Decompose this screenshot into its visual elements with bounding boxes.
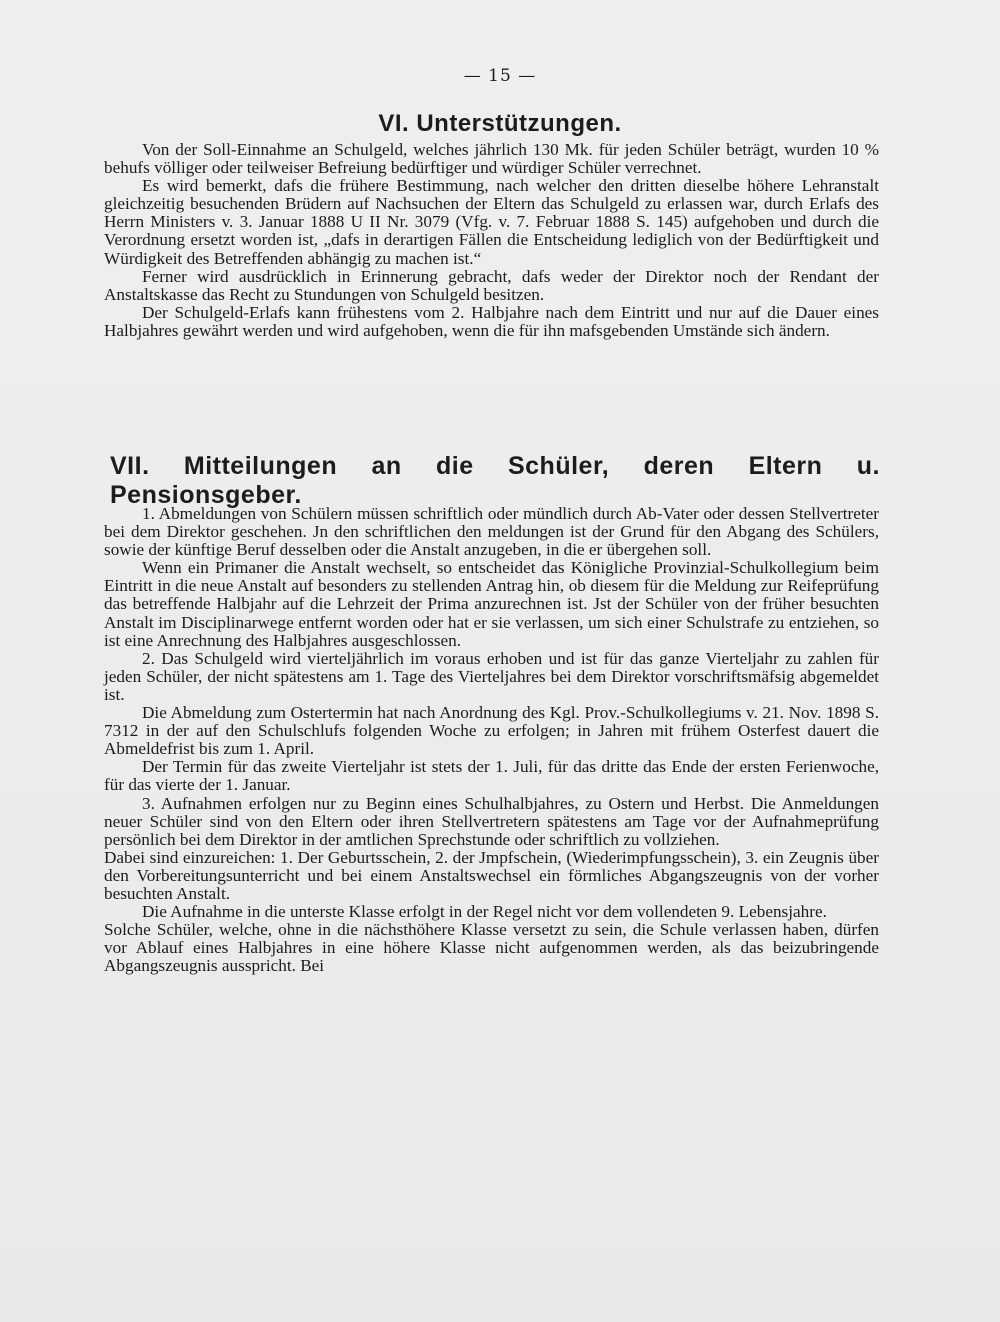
- section-vii-paragraph-3: 2. Das Schulgeld wird vierteljährlich im voraus erhoben und ist für das ganze Vierteljahr zu zahlen für jeden Schüler, der nicht spätestens am 1. Tage des Vierteljahres bei dem Direktor vorschriftsmäfsig abgemeldet ist.: [104, 648, 879, 704]
- section-vii-paragraph-5: Der Termin für das zweite Vierteljahr ist stets der 1. Juli, für das dritte das Ende der ersten Ferienwoche, für das vierte der 1. Januar.: [104, 757, 879, 795]
- section-vii-paragraph-1: 1. Abmeldungen von Schülern müssen schriftlich oder mündlich durch Ab-Vater oder dessen Stellvertreter bei dem Direktor geschehen. Jn den schriftlichen den meldungen ist der Grund für den Abgang des Schülers, sowie der künftige Beruf desselben oder die Anstalt anzugeben, in die er übergehen soll.: [104, 504, 879, 560]
- section-vi-paragraph-1: Von der Soll-Einnahme an Schulgeld, welches jährlich 130 Mk. für jeden Schüler beträgt, wurden 10 % behufs völliger oder teilweiser Befreiung bedürftiger und würdiger Schüler verrechnet.: [104, 140, 879, 178]
- section-vii-paragraph-4: Die Abmeldung zum Ostertermin hat nach Anordnung des Kgl. Prov.-Schulkollegiums v. 21. Nov. 1898 S. 7312 in der auf den Schulschlufs folgenden Woche zu erfolgen; in Jahren mit frühem Osterfest dauert die Abmeldefrist bis zum 1. April.: [104, 703, 879, 759]
- section-vii-paragraph-6: 3. Aufnahmen erfolgen nur zu Beginn eines Schulhalbjahres, zu Ostern und Herbst. Die Anmeldungen neuer Schüler sind von den Eltern oder ihren Stellvertretern spätestens am Tage vor der Aufnahmeprüfung persönlich bei dem Direktor in der amtlichen Sprechstunde oder schriftlich zu vollziehen.: [104, 793, 879, 849]
- section-vii-paragraph-2: Wenn ein Primaner die Anstalt wechselt, so entscheidet das Königliche Provinzial-Schulkollegium beim Eintritt in die neue Anstalt auf besonders zu stellenden Antrag hin, ob diesem für die Meldung zur Reifeprüfung das betreffende Halbjahr auf die Lehrzeit der Prima anzurechnen ist. Jst der Schüler von der früher besuchten Anstalt im Disciplinarwege entfernt worden oder hat er sie verlassen, um sich einer Schulstrafe zu entziehen, so ist eine Anrechnung des Halbjahres ausgeschlossen.: [104, 558, 879, 650]
- section-vii-paragraph-9: Solche Schüler, welche, ohne in die nächsthöhere Klasse versetzt zu sein, die Schule verlassen haben, dürfen vor Ablauf eines Halbjahres in eine höhere Klasse nicht aufgenommen werden, als das beizubringende Abgangszeugnis ausspricht. Bei: [104, 920, 879, 976]
- section-vii-paragraph-8: Die Aufnahme in die unterste Klasse erfolgt in der Regel nicht vor dem vollendeten 9. Lebensjahre.: [142, 902, 827, 922]
- section-vi-title: VI. Unterstützungen.: [378, 110, 622, 137]
- section-vii-title: VII. Mitteilungen an die Schüler, deren Eltern u. Pensionsgeber.: [110, 452, 880, 509]
- section-vi-paragraph-2: Es wird bemerkt, dafs die frühere Bestimmung, nach welcher den dritten dieselbe höhere Lehranstalt gleichzeitig besuchenden Brüdern auf Nachsuchen der Eltern das Schulgeld zu erlassen war, durch Erlafs des Herrn Ministers v. 3. Januar 1888 U II Nr. 3079 (Vfg. v. 7. Februar 1888 S. 145) aufgehoben und durch die Verordnung ersetzt worden ist, „dafs in derartigen Fällen die Entscheidung lediglich von der Bedürftigkeit und Würdigkeit des Betreffenden abhängig zu machen ist.“: [104, 176, 879, 268]
- page-number: — 15 —: [463, 66, 537, 86]
- section-vi-paragraph-4: Der Schulgeld-Erlafs kann frühestens vom 2. Halbjahre nach dem Eintritt und nur auf die Dauer eines Halbjahres gewährt werden und wird aufgehoben, wenn die für ihn mafsgebenden Umstände sich ändern.: [104, 302, 879, 340]
- section-vi-paragraph-3: Ferner wird ausdrücklich in Erinnerung gebracht, dafs weder der Direktor noch der Rendant der Anstaltskasse das Recht zu Stundungen von Schulgeld besitzen.: [104, 266, 879, 304]
- section-vii-body: [104, 505, 879, 975]
- section-vi-body: [104, 141, 879, 340]
- section-vii-paragraph-7: Dabei sind einzureichen: 1. Der Geburtsschein, 2. der Jmpfschein, (Wiederimpfungsschein), 3. ein Zeugnis über den Vorbereitungsunterricht und bei einem Anstaltswechsel ein förmliches Abgangszeugnis von der vorher besuchten Anstalt.: [104, 847, 879, 903]
